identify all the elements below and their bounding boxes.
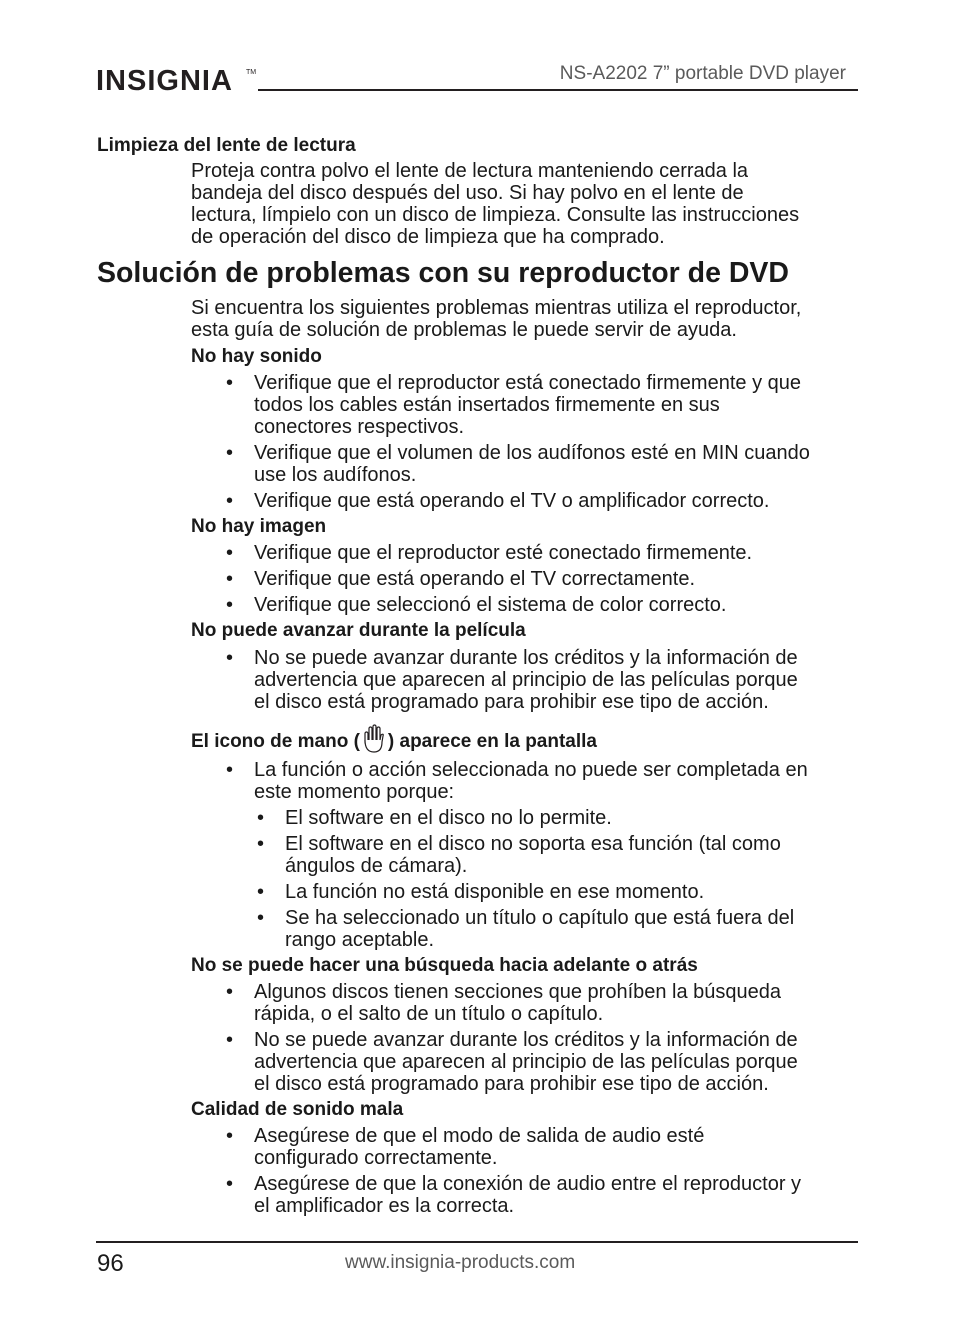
list-item-line: No se puede avanzar durante los créditos y la información de (254, 647, 798, 669)
list-item (226, 981, 782, 1025)
header-divider (258, 89, 858, 91)
bullet-icon: • (226, 1125, 234, 1147)
bullet-icon: • (257, 807, 265, 829)
bullet-icon: • (226, 542, 234, 564)
list-item-line: todos los cables están insertados firmemente en sus (254, 394, 720, 416)
sub-list-item (257, 907, 795, 951)
lens-heading: Limpieza del lente de lectura (97, 135, 356, 156)
list-item (226, 372, 801, 438)
list-item-line: Algunos discos tienen secciones que prohíben la búsqueda (254, 981, 782, 1003)
list-item (226, 490, 770, 512)
intro-line: esta guía de solución de problemas le puede servir de ayuda. (191, 319, 737, 341)
bullet-icon: • (257, 833, 265, 855)
list-item-line: configurado correctamente. (254, 1147, 498, 1169)
bullet-icon: • (226, 372, 234, 394)
list-item-line: El software en el disco no lo permite. (285, 807, 612, 829)
list-item-line: Verifique que está operando el TV correctamente. (254, 568, 696, 590)
no-picture-heading: No hay imagen (191, 516, 327, 537)
list-item-line: Verifique que el reproductor esté conectado firmemente. (254, 542, 753, 564)
list-item-line: Verifique que seleccionó el sistema de color correcto. (254, 594, 727, 616)
sub-list-item (257, 807, 612, 829)
list-item-line: advertencia que aparecen al principio de las películas porque (254, 1051, 798, 1073)
bad-sound-heading: Calidad de sonido mala (191, 1099, 404, 1120)
list-item (226, 1029, 798, 1095)
list-item-line: Asegúrese de que el modo de salida de audio esté (254, 1125, 705, 1147)
list-item-line: el amplificador es la correcta. (254, 1195, 515, 1217)
list-item (226, 1125, 705, 1169)
list-item (226, 1173, 802, 1217)
list-item-line: el disco está programado para prohibir ese tipo de acción. (254, 691, 769, 713)
footer-url[interactable]: www.insignia-products.com (345, 1252, 576, 1273)
bullet-icon: • (226, 759, 234, 781)
no-sound-heading: No hay sonido (191, 346, 322, 367)
footer-divider (96, 1241, 858, 1243)
sub-list-item (257, 881, 705, 903)
hand-heading-after: ) aparece en la pantalla (387, 731, 597, 752)
insignia-logo (96, 62, 257, 100)
list-item-line: este momento porque: (254, 781, 455, 803)
list-item-line: use los audífonos. (254, 464, 417, 486)
list-item-line: rápida, o el salto de un título o capítulo. (254, 1003, 604, 1025)
list-item-line: Se ha seleccionado un título o capítulo que está fuera del (285, 907, 795, 929)
svg-text:INSIGNIA: INSIGNIA (96, 65, 233, 97)
list-item-line: conectores respectivos. (254, 416, 465, 438)
intro-text (191, 297, 801, 341)
no-advance-heading: No puede avanzar durante la película (191, 620, 526, 641)
bullet-icon: • (226, 647, 234, 669)
list-item-line: La función no está disponible en ese momento. (285, 881, 705, 903)
insignia-logo-icon (96, 62, 257, 100)
hand-icon (363, 724, 385, 760)
list-item (226, 594, 727, 616)
page-title: Solución de problemas con su reproductor de DVD (97, 257, 790, 289)
bullet-icon: • (226, 594, 234, 616)
list-item-line: Verifique que el reproductor está conectado firmemente y que (254, 372, 801, 394)
list-item-line: el disco está programado para prohibir ese tipo de acción. (254, 1073, 769, 1095)
bullet-icon: • (226, 568, 234, 590)
bullet-icon: • (226, 490, 234, 512)
list-item-line: La función o acción seleccionada no puede ser completada en (254, 759, 808, 781)
list-item-line: Asegúrese de que la conexión de audio entre el reproductor y (254, 1173, 802, 1195)
list-item (226, 759, 808, 803)
lens-body-line: lectura, límpielo con un disco de limpieza. Consulte las instrucciones (191, 204, 800, 226)
hand-icon-heading (191, 724, 597, 760)
list-item-line: rango aceptable. (285, 929, 435, 951)
intro-line: Si encuentra los siguientes problemas mientras utiliza el reproductor, (191, 297, 802, 319)
no-search-heading: No se puede hacer una búsqueda hacia adelante o atrás (191, 955, 698, 976)
lens-body-line: bandeja del disco después del uso. Si hay polvo en el lente de (191, 182, 744, 204)
sub-list-item (257, 833, 781, 877)
bullet-icon: • (226, 1173, 234, 1195)
list-item-line: No se puede avanzar durante los créditos y la información de (254, 1029, 798, 1051)
bullet-icon: • (226, 442, 234, 464)
list-item-line: Verifique que el volumen de los audífonos esté en MIN cuando (254, 442, 810, 464)
list-item (226, 442, 810, 486)
bullet-icon: • (226, 1029, 234, 1051)
page-number: 96 (97, 1250, 124, 1277)
bullet-icon: • (226, 981, 234, 1003)
list-item-line: advertencia que aparecen al principio de las películas porque (254, 669, 798, 691)
list-item-line: Verifique que está operando el TV o amplificador correcto. (254, 490, 770, 512)
list-item-line: El software en el disco no soporta esa función (tal como (285, 833, 781, 855)
hand-heading-before: El icono de mano ( (191, 731, 360, 752)
list-item-line: ángulos de cámara). (285, 855, 468, 877)
bullet-icon: • (257, 881, 265, 903)
bullet-icon: • (257, 907, 265, 929)
lens-body (191, 160, 799, 248)
lens-body-line: Proteja contra polvo el lente de lectura manteniendo cerrada la (191, 160, 749, 182)
list-item (226, 542, 753, 564)
list-item (226, 647, 798, 713)
header-model: NS-A2202 7” portable DVD player (559, 63, 846, 84)
lens-body-line: de operación del disco de limpieza que ha comprado. (191, 226, 665, 248)
list-item (226, 568, 696, 590)
svg-text:TM: TM (246, 69, 257, 76)
